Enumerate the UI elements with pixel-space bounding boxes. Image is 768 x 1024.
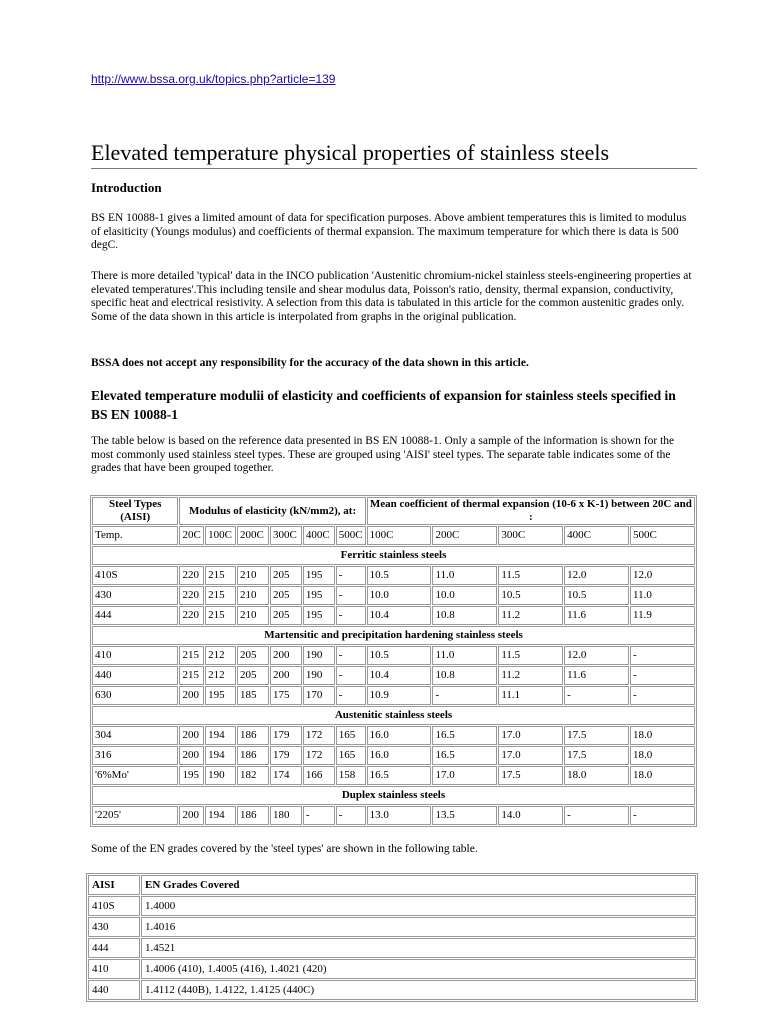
- value-cell: -: [336, 686, 366, 705]
- value-cell: 210: [237, 586, 269, 605]
- value-cell: 212: [205, 646, 236, 665]
- value-cell: 13.0: [367, 806, 432, 825]
- value-cell: 172: [303, 746, 335, 765]
- value-cell: 10.8: [432, 666, 497, 685]
- value-cell: 10.9: [367, 686, 432, 705]
- value-cell: 179: [270, 746, 302, 765]
- aisi-cell: 444: [88, 938, 140, 958]
- table-row: [92, 746, 695, 765]
- header-expansion: Mean coefficient of thermal expansion (10-6 x K-1) between 20C and :: [367, 497, 695, 525]
- en-grades-cell: 1.4521: [141, 938, 696, 958]
- group-heading-row: [92, 786, 695, 805]
- value-cell: 10.4: [367, 606, 432, 625]
- value-cell: -: [336, 666, 366, 685]
- table-row: [88, 959, 696, 979]
- value-cell: 215: [205, 606, 236, 625]
- value-cell: 12.0: [630, 566, 695, 585]
- value-cell: 194: [205, 726, 236, 745]
- section-heading: Elevated temperature modulii of elasticity and coefficients of expansion for stainless steels specified in BS EN 10088-1: [91, 388, 676, 422]
- group-heading-row: [92, 546, 695, 565]
- value-cell: 10.5: [367, 646, 432, 665]
- value-cell: 16.5: [367, 766, 432, 785]
- value-cell: 205: [237, 646, 269, 665]
- value-cell: 195: [303, 586, 335, 605]
- header-en-grades: EN Grades Covered: [141, 875, 696, 895]
- value-cell: -: [630, 806, 695, 825]
- value-cell: 10.8: [432, 606, 497, 625]
- value-cell: 205: [237, 666, 269, 685]
- value-cell: 17.0: [498, 746, 563, 765]
- value-cell: 11.2: [498, 606, 563, 625]
- value-cell: 11.6: [564, 606, 629, 625]
- value-cell: -: [336, 586, 366, 605]
- value-cell: 220: [179, 566, 204, 585]
- value-cell: 165: [336, 726, 366, 745]
- value-cell: 11.0: [630, 586, 695, 605]
- table-row: [92, 766, 695, 785]
- value-cell: 17.5: [564, 746, 629, 765]
- table-row: [92, 606, 695, 625]
- value-cell: 16.0: [367, 746, 432, 765]
- value-cell: 18.0: [630, 746, 695, 765]
- table-row: [92, 586, 695, 605]
- group-heading: Austenitic stainless steels: [92, 706, 695, 725]
- value-cell: 180: [270, 806, 302, 825]
- value-cell: 11.0: [432, 646, 497, 665]
- aisi-cell: 430: [88, 917, 140, 937]
- aisi-cell: 440: [88, 980, 140, 1000]
- header-aisi: AISI: [88, 875, 140, 895]
- value-cell: -: [432, 686, 497, 705]
- value-cell: 170: [303, 686, 335, 705]
- steel-type-cell: 410: [92, 646, 178, 665]
- value-cell: 11.5: [498, 566, 563, 585]
- group-heading: Duplex stainless steels: [92, 786, 695, 805]
- table-row: [92, 806, 695, 825]
- value-cell: 11.5: [498, 646, 563, 665]
- value-cell: 17.0: [432, 766, 497, 785]
- value-cell: 11.2: [498, 666, 563, 685]
- value-cell: 215: [205, 566, 236, 585]
- value-cell: 10.5: [498, 586, 563, 605]
- table-row: [92, 566, 695, 585]
- value-cell: 12.0: [564, 566, 629, 585]
- group-heading: Martensitic and precipitation hardening stainless steels: [92, 626, 695, 645]
- value-cell: 16.5: [432, 746, 497, 765]
- temp-cell: 400C: [564, 526, 629, 545]
- value-cell: 200: [179, 746, 204, 765]
- value-cell: 13.5: [432, 806, 497, 825]
- elasticity-expansion-table: [90, 495, 697, 827]
- value-cell: -: [630, 686, 695, 705]
- value-cell: 220: [179, 586, 204, 605]
- disclaimer-text: BSSA does not accept any responsibility for the accuracy of the data shown in this article.: [91, 357, 529, 369]
- steel-type-cell: 430: [92, 586, 178, 605]
- value-cell: 17.5: [498, 766, 563, 785]
- value-cell: 195: [205, 686, 236, 705]
- value-cell: 10.0: [367, 586, 432, 605]
- steel-type-cell: 444: [92, 606, 178, 625]
- group-heading-row: [92, 706, 695, 725]
- table-row: [88, 980, 696, 1000]
- en-grades-cell: 1.4016: [141, 917, 696, 937]
- en-grades-cell: 1.4000: [141, 896, 696, 916]
- value-cell: -: [564, 686, 629, 705]
- steel-type-cell: 304: [92, 726, 178, 745]
- value-cell: 10.0: [432, 586, 497, 605]
- temp-row: [92, 526, 695, 545]
- table-row: [88, 938, 696, 958]
- table-row: [88, 896, 696, 916]
- page-title: Elevated temperature physical properties of stainless steels: [91, 140, 697, 169]
- value-cell: 182: [237, 766, 269, 785]
- value-cell: 11.6: [564, 666, 629, 685]
- table-row: [92, 686, 695, 705]
- value-cell: 18.0: [564, 766, 629, 785]
- value-cell: 195: [179, 766, 204, 785]
- temp-cell: 200C: [237, 526, 269, 545]
- temp-cell: 200C: [432, 526, 497, 545]
- value-cell: 185: [237, 686, 269, 705]
- value-cell: 190: [205, 766, 236, 785]
- value-cell: 195: [303, 566, 335, 585]
- value-cell: 215: [179, 646, 204, 665]
- temp-cell: 500C: [336, 526, 366, 545]
- value-cell: 212: [205, 666, 236, 685]
- value-cell: 165: [336, 746, 366, 765]
- value-cell: 174: [270, 766, 302, 785]
- value-cell: -: [564, 806, 629, 825]
- table-row: [92, 726, 695, 745]
- header-modulus: Modulus of elasticity (kN/mm2), at:: [179, 497, 365, 525]
- value-cell: 166: [303, 766, 335, 785]
- value-cell: 16.0: [367, 726, 432, 745]
- value-cell: 11.1: [498, 686, 563, 705]
- steel-type-cell: 410S: [92, 566, 178, 585]
- value-cell: 10.5: [564, 586, 629, 605]
- table-row: [92, 646, 695, 665]
- steel-type-cell: 440: [92, 666, 178, 685]
- value-cell: 12.0: [564, 646, 629, 665]
- value-cell: 205: [270, 606, 302, 625]
- value-cell: 194: [205, 746, 236, 765]
- value-cell: 220: [179, 606, 204, 625]
- group-heading: Ferritic stainless steels: [92, 546, 695, 565]
- intro-paragraph-1: BS EN 10088-1 gives a limited amount of data for specification purposes. Above ambient temperatures this is limited to modulus of elasiticity (Youngs modulus) and coefficients of thermal expansion. The maximum temperature for which there is data is 500 degC.: [91, 212, 687, 252]
- value-cell: 11.0: [432, 566, 497, 585]
- header-steel-types: Steel Types (AISI): [92, 497, 178, 525]
- value-cell: 172: [303, 726, 335, 745]
- value-cell: 210: [237, 566, 269, 585]
- value-cell: 186: [237, 726, 269, 745]
- value-cell: 200: [270, 646, 302, 665]
- value-cell: 10.5: [367, 566, 432, 585]
- group-heading-row: [92, 626, 695, 645]
- temp-cell: 500C: [630, 526, 695, 545]
- value-cell: 205: [270, 566, 302, 585]
- steel-type-cell: 630: [92, 686, 178, 705]
- temp-cell: 20C: [179, 526, 204, 545]
- value-cell: 16.5: [432, 726, 497, 745]
- value-cell: 14.0: [498, 806, 563, 825]
- value-cell: -: [630, 666, 695, 685]
- intro-paragraph-2: There is more detailed 'typical' data in the INCO publication 'Austenitic chromium-nickel stainless steels-engineering properties at elevated temperatures'.This including tensile and shear modulus data, Poisson's ratio, density, thermal expansion, conductivity, specific heat and electrical resistivity. A selection from this data is tabulated in this article for the common austenitic grades only. Some of the data shown in this article is interpolated from graphs in the original publication.: [91, 270, 692, 324]
- en-grades-table: [86, 873, 698, 1002]
- value-cell: -: [303, 806, 335, 825]
- value-cell: 10.4: [367, 666, 432, 685]
- value-cell: 17.0: [498, 726, 563, 745]
- value-cell: 186: [237, 806, 269, 825]
- en-grades-cell: 1.4112 (440B), 1.4122, 1.4125 (440C): [141, 980, 696, 1000]
- grades-intro-text: Some of the EN grades covered by the 'steel types' are shown in the following table.: [91, 843, 478, 855]
- value-cell: 195: [303, 606, 335, 625]
- temp-label-cell: Temp.: [92, 526, 178, 545]
- value-cell: 17.5: [564, 726, 629, 745]
- value-cell: 215: [205, 586, 236, 605]
- temp-cell: 300C: [270, 526, 302, 545]
- value-cell: 18.0: [630, 726, 695, 745]
- steel-type-cell: 316: [92, 746, 178, 765]
- value-cell: 215: [179, 666, 204, 685]
- value-cell: 200: [179, 686, 204, 705]
- temp-cell: 100C: [367, 526, 432, 545]
- table-row: [88, 917, 696, 937]
- value-cell: 200: [179, 806, 204, 825]
- value-cell: 186: [237, 746, 269, 765]
- value-cell: 200: [179, 726, 204, 745]
- value-cell: 205: [270, 586, 302, 605]
- table-intro-paragraph: The table below is based on the reference data presented in BS EN 10088-1. Only a sample of the information is shown for the most commonly used stainless steel types. These are grouped using 'AISI' steel types. The separate table indicates some of the grades that have been grouped together.: [91, 435, 675, 475]
- introduction-heading: Introduction: [91, 180, 162, 195]
- value-cell: -: [336, 606, 366, 625]
- value-cell: 11.9: [630, 606, 695, 625]
- value-cell: 158: [336, 766, 366, 785]
- value-cell: -: [336, 646, 366, 665]
- value-cell: -: [336, 806, 366, 825]
- aisi-cell: 410: [88, 959, 140, 979]
- value-cell: 200: [270, 666, 302, 685]
- value-cell: 18.0: [630, 766, 695, 785]
- temp-cell: 100C: [205, 526, 236, 545]
- en-grades-cell: 1.4006 (410), 1.4005 (416), 1.4021 (420): [141, 959, 696, 979]
- aisi-cell: 410S: [88, 896, 140, 916]
- source-url-link[interactable]: http://www.bssa.org.uk/topics.php?article=139: [91, 72, 336, 86]
- temp-cell: 300C: [498, 526, 563, 545]
- value-cell: 175: [270, 686, 302, 705]
- steel-type-cell: '2205': [92, 806, 178, 825]
- steel-type-cell: '6%Mo': [92, 766, 178, 785]
- value-cell: 179: [270, 726, 302, 745]
- temp-cell: 400C: [303, 526, 335, 545]
- value-cell: -: [336, 566, 366, 585]
- value-cell: 210: [237, 606, 269, 625]
- value-cell: 194: [205, 806, 236, 825]
- value-cell: 190: [303, 666, 335, 685]
- value-cell: -: [630, 646, 695, 665]
- table-row: [92, 666, 695, 685]
- value-cell: 190: [303, 646, 335, 665]
